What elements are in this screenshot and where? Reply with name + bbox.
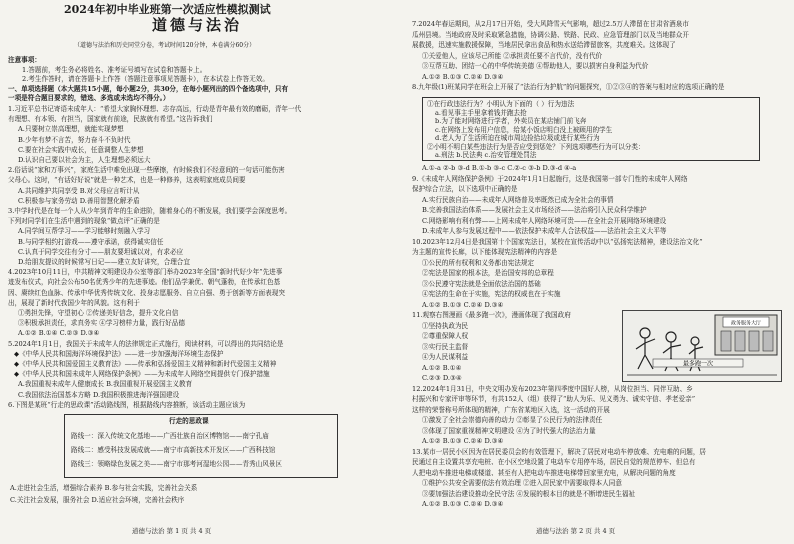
question-line: B.少年有梦不言苦，努力奋斗不负时代 — [18, 135, 131, 144]
question-line: 因、赓续红色血脉、传承中华优秀传统文化、投身志愿服务、自立自强、勇于创新等方面表现突 — [8, 288, 285, 297]
question-line: 迹发布仪式，向社会公布50名优秀少年的先进事迹。他们品学兼优、朝气蓬勃，在传承红色基 — [8, 278, 281, 287]
question-line: ③体现了国家重视精神文明建设 ④为了时代强大的法治力量 — [422, 426, 596, 435]
question-line: C.②③ D.③④ — [422, 374, 462, 382]
question-line: A.①② B.①④ — [422, 363, 462, 372]
question-line: 13.某市一居民小区因为在居民委员会的有效管理下，解决了居民对电动车停放难、充电难的问题，居 — [412, 447, 707, 456]
question-line: ①激发了全社会崇德向善的动力 ②彰显了公民行为的法律责任 — [422, 416, 603, 424]
question-line: ◆《中华人民共和国未成年人网络保护条例》——为未成年人网络空间提供专门保护措施 — [14, 370, 270, 379]
cartoon-drawing — [623, 311, 781, 381]
question-line: 保护综合立法，以下选项中正确的是 — [412, 185, 518, 193]
answer-options: A.走进社会生活，增强综合素养 B.参与社会实践，完善社会关系 — [10, 484, 198, 492]
q8-case-line: b.为了能对网络进行学者，外卖员在某店铺门前飞奔 — [435, 117, 587, 125]
question-line: D.认识自己要以社会为主，人生理想必须远大 — [18, 156, 151, 164]
route-box — [64, 414, 338, 478]
question-line: 11.观察右图漫画《最多跑一次》，漫画体现了我国政府 — [412, 311, 571, 319]
question-line: ①关爱他人，应该尽己所能 ②承担责任要不言代价，没有代价 — [422, 51, 603, 60]
question-line: 10.2023年12月4日是我国第十个国家宪法日，某校在宣传活动中以“弘扬宪法精神，建设法治文化” — [412, 237, 703, 246]
question-line: C.要在社会实践中成长，任意调整人生梦想 — [18, 145, 144, 154]
question-line: ①维护公共安全需要依法有效治理 ②进入居民家中需要取得本人同意 — [422, 479, 622, 487]
question-line: C.积极参与家务劳动 D.善用智慧化解矛盾 — [18, 196, 140, 205]
question-line: C.我国依法治国基本方略 D.我国积极推进海洋强国建设 — [18, 390, 180, 399]
question-line: B.与同学相约打游戏——遵守承诺，获得诚实信任 — [18, 237, 164, 246]
question-line: 2.俗话说“家和万事兴”，家庭生活中难免出现一些摩擦，有时候我们不经意间的一句话可能伤害 — [8, 166, 285, 175]
question-line: A.①② B.①③ C.②④ D.③④ — [422, 300, 504, 309]
question-line: A.同学间互帮学习——学习能够时刻融入学习 — [18, 227, 151, 236]
exam-note: （道德与法治和历史同堂分卷，考试时间120分钟，本卷满分60分） — [74, 42, 256, 49]
question-line: B.完善我国法治体系——发展社会主义市场经济——法治将引入民众科学维护 — [422, 206, 647, 214]
question-line: ③公民遵守宪法就是全面依法治国的基础 — [422, 279, 541, 288]
question-line: 为主题的宣传长廊，以下能体现宪法精神的内容是 — [412, 248, 558, 256]
question-line: ①勇担先锋，守望初心 ②传递美好信念，提升文化自信 — [18, 309, 179, 317]
cartoon-image — [622, 310, 782, 382]
cartoon-sign: 政务服务大厅 — [730, 320, 762, 327]
question-line: 有理想、有本领、有担当，国家就有前途，民族就有希望。”这告诉我们 — [8, 115, 213, 124]
question-line: 这样的荣誉称号所体现的精神，广东省某地区入选，这一活动的开展 — [412, 405, 610, 414]
question-line: D.给朋友提议的时候常写日记——建立友好讲究，合理合宜 — [18, 258, 190, 266]
question-line: 8.九年级(1)班某同学在班会上开展了“法治行为护航”的问题探究，①②③④的答案与相对应的选项正确的是 — [412, 83, 725, 91]
section-heading-cont: 一项是符合题目要求的，错选、多选或未选均不得分。） — [8, 94, 170, 102]
question-line: ③积极承担责任，求真务实 ④学习榜样力量，践行好品德 — [18, 319, 185, 328]
question-line: 瓜州县境。当地政府及时采取紧急措施，协调公路、铁路、民政、应急管理部门以及当地群众开 — [412, 30, 689, 39]
question-line: 3.中学时代是在每一个人从少年到青年的生命进阶，随着身心的不断发展，我们要学会深度思考。 — [8, 207, 292, 215]
page-footer: 道德与法治 第 2 页 共 4 页 — [536, 527, 616, 535]
question-line: A.①② B.①③ C.②④ D.③④ — [422, 500, 504, 508]
question-line: 父母心。这时，“有话好好说”就是一种艺术，也是一种修养，这表明家庭成员间要 — [8, 176, 246, 185]
question-line: ①坚持执政为民 — [422, 321, 469, 330]
question-line: 6.下图是某班“行走的思政课”活动路线图，根据路线内容推断，该活动主题应该为 — [8, 400, 246, 409]
question-line: A.我国重视未成年人健康成长 B.我国重视开展爱国主义教育 — [18, 380, 193, 389]
question-line: 5.2024年1月1日，我国关于未成年人的法律规定正式施行，阅读材料，可以得出的共同结论是 — [8, 339, 284, 348]
question-line: ②尊重保障人权 — [422, 332, 469, 340]
q8-case-line: d.老人为了生活所迫在城市周边捡拾垃圾或进行某些行为 — [435, 134, 600, 142]
answer-options: C.关注社会发展，服务社会 D.适应社会环境，完善社会秩序 — [10, 496, 185, 504]
question-line: A.①② B.①③ C.②④ D.③④ — [422, 437, 504, 445]
question-line: A.共同维护共同享受 B.对父母应言听计从 — [18, 186, 140, 195]
question-line: A.①② B.①④ C.②③ D.③④ — [18, 329, 100, 338]
question-line: 9.《未成年人网络保护条例》于2024年1月1日起施行，这是我国第一部专门性的未成年人网络 — [412, 174, 688, 183]
notice-item: 1.答题前，考生务必将姓名、准考证号填写在试卷和答题卡上。 — [22, 66, 207, 74]
question-line: ④宪法的生命在于实施，宪法的权威也在于实施 — [422, 290, 561, 298]
q8-case-line: ②小明不明白某些违法行为是否应受到惩处？下列选项哪些行为可以分类： — [427, 142, 645, 151]
q8-case-box — [422, 97, 760, 161]
question-line: 展救援，迅速实施救援保障，当地居民拿出食品和热水送给滞留旅客，共度难关。这体现了 — [412, 41, 676, 49]
question-line: ③实行民主监督 — [422, 342, 469, 351]
question-line: 7.2024年春运期间，从2月17日开始，受大风降雪天气影响，超过2.5万人滞留在甘肃省酒泉市 — [412, 20, 689, 28]
question-line: A.实行民族自治——未成年人网络普及率既然已成为全社会的事情 — [422, 195, 614, 204]
page-footer: 道德与法治 第 1 页 共 4 页 — [132, 527, 212, 535]
q8-case-line: c.在网络上发布用户信息，给某小饭店明白没上被顾用的学生 — [435, 125, 613, 134]
question-line: 人把电动车推进电梯或楼道、甚至有人把电动车推进电梯带回家里充电，从解决问题的角度 — [412, 468, 676, 477]
question-line: A.①-a ②-b ③-d B.①-b ③-c C.②-c ③-b D.③-d ④-a — [422, 164, 577, 172]
q8-case-line: a.看见事主手里拿着钱并跑去抢 — [435, 108, 527, 117]
question-line: 1.习近平总书记寄语未成年人：“希望大家胸怀理想、志存高远，行动是青年最有效的磨砺，青年一代 — [8, 105, 302, 113]
q8-case-line: a.刑法 b.民法典 c.治安管理处罚法 — [435, 151, 537, 159]
question-line: ④为人民谋利益 — [422, 353, 469, 361]
route-line: 路线三：领略绿色发展之美——南宁市那考河湿地公园——青秀山风景区 — [71, 460, 282, 468]
question-line: 出，展现了新时代我国少年的风貌。这有利于 — [8, 298, 140, 307]
route-line: 路线二：感受科技发展成就——南宁市高新技术开发区——广西科技馆 — [71, 446, 276, 454]
subject-title: 道德与法治 — [152, 16, 243, 34]
question-line: ◆《中华人民共和国海洋环境保护法》——进一步加强海洋环境生态保护 — [14, 349, 224, 358]
question-line: 下列对同学们在生活中遇到的现象“做点评”正确的是 — [8, 217, 160, 226]
question-line: 民通过自主设置共享充电桩、在小区空地设置了电动车专用停车场，居民自觉的规范停车、但总有 — [412, 458, 696, 466]
question-line: 村振兴和专家评审等环节，有共152人（组）获得了“助人为乐、见义勇为、诚实守信、孝老爱亲” — [412, 395, 696, 403]
question-line: A.①② B.①③ C.②④ D.③④ — [422, 72, 504, 81]
question-line: ③要加强法治建设推动全民守法 ④发展的根本目的就是不断增进民生福祉 — [422, 489, 636, 498]
exam-title: 2024年初中毕业班第一次适应性模拟测试 — [64, 3, 271, 16]
q8-case-line: ①在行政违法行为？小明认为下面的（ ）行为违法 — [427, 100, 575, 108]
question-line: 12.2024年1月31日，中央文明办发布2023年第四季度中国好人榜，从岗位担当、同伴互助、乡 — [412, 384, 693, 393]
question-line: D.未成年人参与发展过程中——依法保护未成年人合法权益——法治社会主义大平等 — [422, 227, 667, 235]
cartoon-caption: 最多跑一次 — [682, 360, 714, 368]
question-line: ②宪法是国家的根本法，是治国安邦的总章程 — [422, 269, 554, 277]
question-line: A.只要树立崇高理想，就能实现梦想 — [18, 125, 124, 134]
notice-item: 2.考生作答时，请在答题卡上作答（答题注意事项见答题卡），在本试卷上作答无效。 — [22, 75, 269, 83]
question-line: 4.2023年10月11日，中共精神文明建设办公室等部门举办2023年全国“新时代好少年”先进事 — [8, 268, 283, 277]
route-box-title: 行走的思政课 — [169, 417, 209, 425]
notice-heading: 注意事项： — [8, 56, 41, 64]
question-line: ◆《中华人民共和国爱国主义教育法》——传承和弘扬爱国主义精神和新时代爱国主义精神 — [14, 360, 277, 368]
route-line: 路线一：深入传统文化基地——广西壮族自治区博物馆——南宁孔庙 — [71, 432, 269, 440]
page-2-column — [406, 0, 794, 544]
question-line: ①公民的所有权利和义务都由宪法规定 — [422, 258, 535, 267]
question-line: C.网络影响有利有弊——上网未成年人网络环境可贵——在全社会开展网络环境建设 — [422, 216, 667, 225]
section-heading: 一、单项选择题（本大题共15小题，每小题2分，共30分，在每小题列出的四个备选项中，只有 — [8, 85, 289, 93]
question-line: C.认真于同学交往有分寸——朋友要坦诚以对，有求必应 — [18, 247, 184, 256]
question-line: ③互帮互助、团结一心的中华传统美德 ④帮助他人，要以损害自身利益为代价 — [422, 62, 649, 70]
